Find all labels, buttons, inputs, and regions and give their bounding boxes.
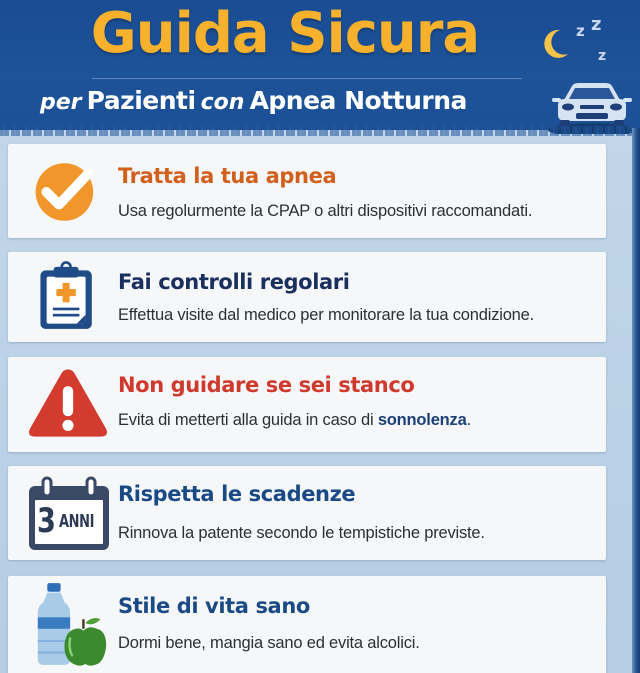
card-description: Effettua visite dal medico per monitorare la tua condizione. (118, 306, 535, 324)
calendar-label: ANNI (59, 511, 95, 532)
card-heading: Stile di vita sano (118, 594, 310, 618)
medical-clipboard-icon (36, 257, 98, 337)
tip-card-healthy-lifestyle (8, 576, 606, 673)
page-subtitle (40, 82, 540, 123)
car-icon (536, 78, 640, 134)
card-heading: Fai controlli regolari (118, 270, 350, 294)
subtitle-con: con (200, 90, 245, 115)
calendar-number: 3 (37, 501, 56, 541)
tip-card-deadlines (8, 466, 606, 560)
moon-icon (538, 26, 572, 60)
card-description-end: . (466, 411, 471, 429)
card-description: Dormi bene, mangia sano ed evita alcolici. (118, 634, 420, 652)
header-banner (0, 0, 640, 130)
card-heading: Rispetta le scadenze (118, 482, 356, 506)
tip-card-checkups (8, 252, 606, 342)
page-title: Guida Sicura (90, 1, 480, 66)
decorative-edge (632, 128, 640, 673)
sleep-zzz-icon: z (598, 48, 607, 64)
warning-triangle-icon (26, 365, 110, 441)
sleep-zzz-icon: z (591, 14, 602, 35)
tip-card-treat-apnea (8, 144, 606, 238)
header-divider (92, 78, 522, 79)
card-heading: Non guidare se sei stanco (118, 373, 415, 397)
tip-card-dont-drive-tired (8, 357, 606, 452)
card-heading: Tratta la tua apnea (118, 164, 337, 188)
water-bottle-apple-icon (34, 580, 110, 668)
card-description: Rinnova la patente secondo le tempistiche previste. (118, 524, 485, 542)
sleep-zzz-icon: z (576, 22, 585, 40)
subtitle-apnea: Apnea Notturna (249, 86, 467, 115)
subtitle-pazienti: Pazienti (86, 86, 196, 115)
card-description-emphasis: sonnolenza (377, 411, 467, 429)
subtitle-per: per (40, 90, 82, 115)
card-description: Usa regolurmente la CPAP o altri dispositivi raccomandati. (118, 202, 533, 220)
card-description (118, 411, 471, 430)
check-circle-icon (32, 156, 104, 228)
card-description-text: Evita di metterti alla guida in caso di (118, 411, 378, 429)
calendar-icon (27, 476, 111, 552)
